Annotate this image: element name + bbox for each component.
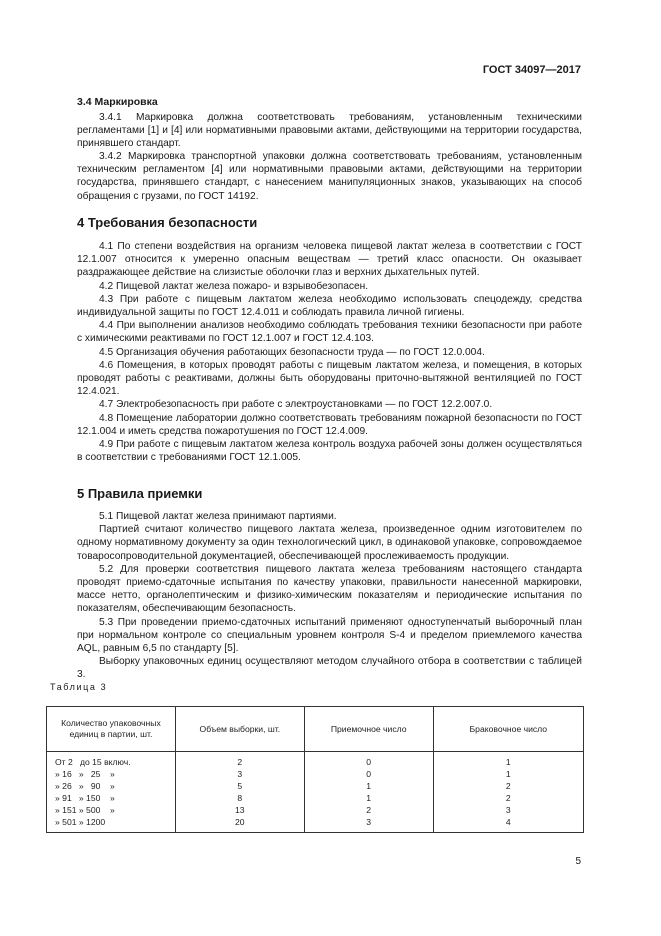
table-row	[47, 780, 584, 792]
section-heading-4: 4 Требования безопасности	[77, 215, 258, 230]
col-rejection-number: Браковочное число	[433, 707, 583, 752]
table-row	[47, 792, 584, 804]
lot-size-cell: » 26 » 90 »	[47, 780, 176, 792]
item-4-3: 4.3 При работе с пищевым лактатом железа необходимо использовать спецодежду, средства индивидуальной защиты по ГОСТ 12.4.011 и соблюдать правила личной гигиены.	[77, 293, 582, 319]
lot-size-cell: » 501 » 1200	[47, 816, 176, 833]
table-row	[47, 804, 584, 816]
sampling-table	[46, 706, 584, 833]
rejection-cell: 2	[433, 780, 583, 792]
rejection-cell: 3	[433, 804, 583, 816]
acceptance-cell: 0	[304, 752, 433, 769]
rejection-cell: 4	[433, 816, 583, 833]
paragraph-sampling: Выборку упаковочных единиц осуществляют методом случайного отбора в соответствии с таблицей 3.	[77, 656, 582, 681]
table-header-row	[47, 707, 584, 752]
item-4-2: 4.2 Пищевой лактат железа пожаро- и взрывобезопасен.	[99, 280, 369, 292]
lot-size-cell: » 16 » 25 »	[47, 768, 176, 780]
document-header: ГОСТ 34097—2017	[482, 64, 581, 76]
col-lot-size: Количество упаковочных единиц в партии, шт.	[47, 707, 176, 752]
sample-size-cell: 13	[175, 804, 304, 816]
acceptance-cell: 1	[304, 792, 433, 804]
paragraph-3-4-2	[77, 150, 582, 203]
table-row	[47, 752, 584, 769]
rejection-cell: 1	[433, 768, 583, 780]
item-4-6: 4.6 Помещения, в которых проводят работы с пищевым лактатом железа, и помещения, в которых проводят работы с реактивами, должны быть оборудованы приточно-вытяжной вентиляцией по ГОСТ 12.4.021.	[77, 359, 582, 398]
item-4-1: 4.1 По степени воздействия на организм человека пищевой лактат железа в соответствии с ГОСТ 12.1.007 относится к умеренно опасным веществам — третий класс опасности. Он оказывает раздражающее действие на слизистые оболочки глаз и верхних дыхательных путей.	[77, 241, 582, 279]
section-heading-3-4: 3.4 Маркировка	[77, 96, 158, 108]
acceptance-cell: 2	[304, 804, 433, 816]
item-5-2: 5.2 Для проверки соответствия пищевого лактата железа требованиям настоящего стандарта проводят приемо-сдаточные испытания по качеству упаковки, правильности нанесенной маркировки, массе нетто, органолептическим и физико-химическим показателям и периодические испытания по показателям, обеспечивающим безопасность.	[77, 563, 582, 615]
item-4-4: 4.4 При выполнении анализов необходимо соблюдать требования техники безопасности при работе с химическими реактивами по ГОСТ 12.1.007 и ГОСТ 12.4.103.	[77, 320, 582, 345]
lot-size-cell: » 91 » 150 »	[47, 792, 176, 804]
acceptance-cell: 3	[304, 816, 433, 833]
table-row	[47, 816, 584, 833]
paragraph-3-4-1	[77, 111, 582, 151]
col-acceptance-number: Приемочное число	[304, 707, 433, 752]
sample-size-cell: 3	[175, 768, 304, 780]
sample-size-cell: 8	[175, 792, 304, 804]
item-5-1: 5.1 Пищевой лактат железа принимают партиями.	[99, 511, 337, 522]
sample-size-cell: 20	[175, 816, 304, 833]
paragraph-text: 3.4.2 Маркировка транспортной упаковки должна соответствовать требованиям, установленным техническим регламентом [4] или нормативными правовыми актами, действующими на территории государства, принявшего стандарт, с нанесением манипуляционных знаков, указывающих на способ обращения с грузами, по ГОСТ 14192.	[77, 151, 582, 202]
acceptance-cell: 1	[304, 780, 433, 792]
rejection-cell: 2	[433, 792, 583, 804]
col-sample-size: Объем выборки, шт.	[175, 707, 304, 752]
rejection-cell: 1	[433, 752, 583, 769]
section-4-body	[77, 240, 582, 464]
item-4-5: 4.5 Организация обучения работающих безопасности труда — по ГОСТ 12.0.004.	[99, 346, 485, 358]
sample-size-cell: 2	[175, 752, 304, 769]
lot-size-cell: От 2 до 15 включ.	[47, 752, 176, 769]
item-4-8: 4.8 Помещение лаборатории должно соответствовать требованиям пожарной безопасности по ГОСТ 12.1.004 и иметь средства пожаротушения по ГОСТ 12.4.009.	[77, 412, 582, 437]
section-heading-5: 5 Правила приемки	[77, 486, 203, 501]
paragraph-text: 3.4.1 Маркировка должна соответствовать требованиям, установленным техническими регламентами [1] и [4] или нормативными правовыми актами, действующими на территории государства, принявшего стандарт.	[77, 112, 582, 150]
sample-size-cell: 5	[175, 780, 304, 792]
lot-size-cell: » 151 » 500 »	[47, 804, 176, 816]
table-caption: Таблица 3	[50, 682, 108, 692]
page-number: 5	[575, 856, 581, 867]
item-4-9: 4.9 При работе с пищевым лактатом железа контроль воздуха рабочей зоны должен осуществляться в соответствии с требованиями ГОСТ 12.1.005.	[77, 439, 582, 464]
item-4-7: 4.7 Электробезопасность при работе с электроустановками — по ГОСТ 12.2.007.0.	[99, 399, 493, 411]
acceptance-cell: 0	[304, 768, 433, 780]
section-5-body	[77, 510, 582, 682]
paragraph-lot: Партией считают количество пищевого лактата железа, произведенное одним изготовителем по одному нормативному документу за один технологический цикл, в одинаковой упаковке, сопровождаемое товаросопроводительной документацией, обеспечивающей прослеживаемость продукции.	[77, 524, 582, 562]
table-row	[47, 768, 584, 780]
item-5-3: 5.3 При проведении приемо-сдаточных испытаний применяют одноступенчатый выборочный план при нормальном контроле со специальным уровнем контроля S-4 и пределом приемлемого качества AQL, равным 6,5 по стандарту [5].	[77, 616, 582, 655]
